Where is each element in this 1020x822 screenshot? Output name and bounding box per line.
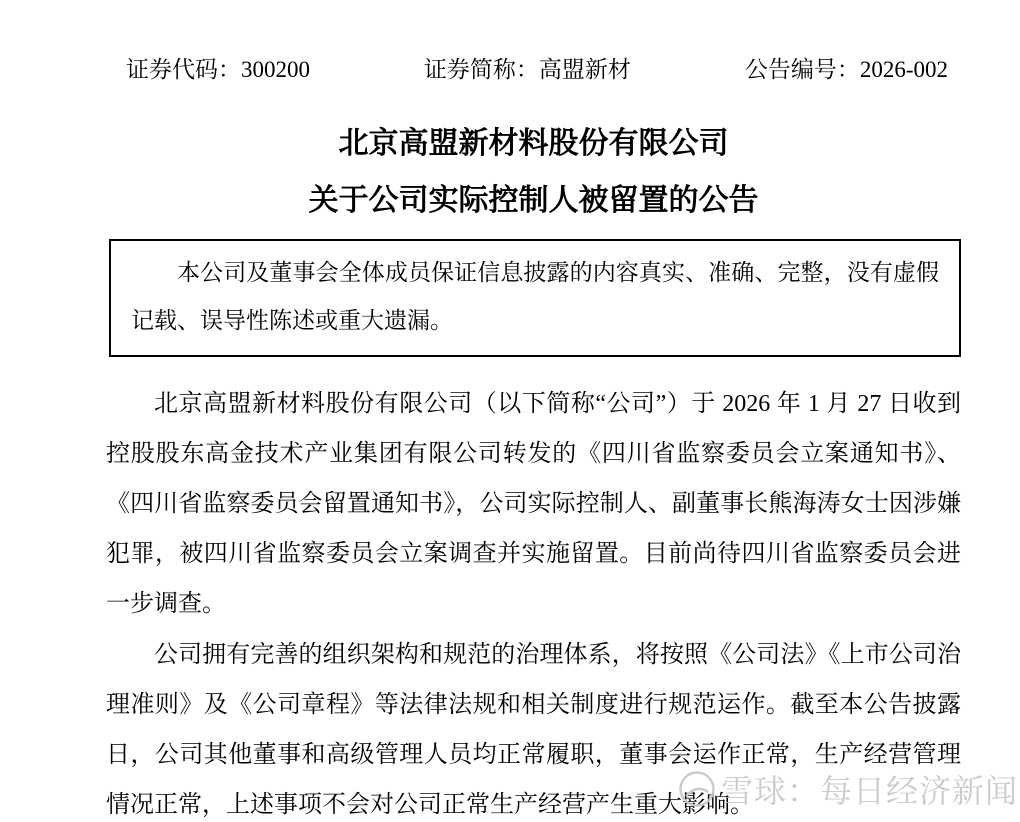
stock-code-value: 300200 <box>241 57 310 82</box>
document-header <box>126 55 948 85</box>
stock-short-name <box>424 55 631 85</box>
announcement-title: 关于公司实际控制人被留置的公告 <box>308 184 759 217</box>
disclaimer-text: 本公司及董事会全体成员保证信息披露的内容真实、准确、完整，没有虚假记载、误导性陈述或重大遗漏。 <box>131 260 939 333</box>
announcement-number <box>745 55 948 85</box>
company-name-title: 北京高盟新材料股份有限公司 <box>338 127 729 160</box>
body-paragraph-2: 公司拥有完善的组织架构和规范的治理体系，将按照《公司法》《上市公司治理准则》及《公司章程》等法律法规和相关制度进行规范运作。截至本公告披露日，公司其他董事和高级管理人员均正常履职，董事会运作正常，生产经营管理情况正常，上述事项不会对公司正常生产经营产生重大影响。 <box>106 642 961 818</box>
disclaimer-box <box>109 239 961 357</box>
stock-short-name-label: 证券简称： <box>423 57 539 82</box>
body-paragraph-1: 北京高盟新材料股份有限公司（以下简称“公司”）于 2026 年 1 月 27 日收到控股股东高金技术产业集团有限公司转发的《四川省监察委员会立案通知书》、《四川省监察委员会留置通知书》，公司实际控制人、副董事长熊海涛女士因涉嫌犯罪，被四川省监察委员会立案调查并实施留置。目前尚待四川省监察委员会进一步调查。 <box>106 391 961 617</box>
announcement-number-label: 公告编号： <box>744 57 860 82</box>
stock-code <box>126 55 310 85</box>
stock-code-label: 证券代码： <box>126 57 241 82</box>
announcement-number-value: 2026-002 <box>859 57 948 82</box>
watermark-text: 雪球：每日经济新闻 <box>721 773 1019 809</box>
stock-short-name-value: 高盟新材 <box>538 57 631 82</box>
